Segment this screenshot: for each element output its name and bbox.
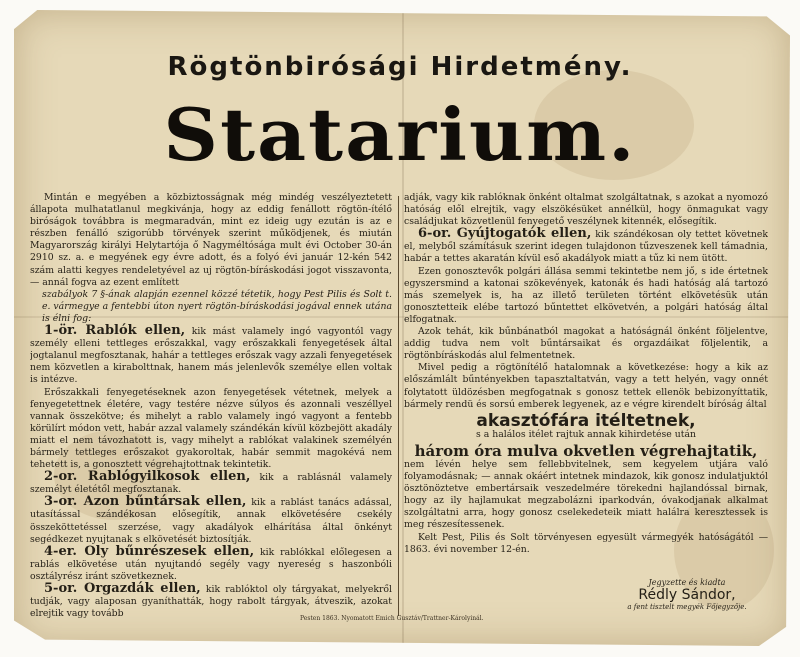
execution-lead: s a halálos itélet rajtuk annak kihirdetése után: [476, 428, 696, 440]
signature-block: [612, 578, 762, 611]
item-2-heading: 2-or. Rablógyilkosok ellen,: [44, 469, 251, 485]
left-column: [30, 192, 392, 632]
item-1-text: kik mást valamely ingó vagyontól vagy személy elleni tettleges erőszakkal, vagy erőszakkali fenyegetések által jogtalanul megfosztanak, hahár a tettleges erőszak vagy azzali fenyegetések nem közvetlen a kirabolttnak, hanem más jelenlevők személye ellen voltak is intézve.: [30, 326, 392, 386]
column-divider: [398, 196, 399, 616]
item-3-text: kik a rablást tanács adással, utasítással szándékosan elősegítik, annak elkövetésére csekély összeköttetéssel szerzése, vagy akadályok elhárítása által önkényt segédkezet nyujtanak s elkövetését biztosítják.: [30, 497, 392, 545]
exemption-paragraph: Azok tehát, kik bűnbánatból magokat a hatóságnál önként följelentve, addig tudva nem volt bűntársaikat és orgazdáikat följelentik, a rögtönbíráskodás alul felmentetnek.: [404, 326, 768, 362]
item-6-text: kik szándékosan oly tettet követnek el, melyből számításuk szerint idegen tulajdonon tűzveszenek kell támadnia, habár a tettes akaratán kívül eső akadályok miatt a tűz ki nem ütött.: [404, 229, 768, 265]
statarium-heading: Statarium.: [163, 92, 637, 177]
item-4-heading: 4-er. Oly bűnrészesek ellen,: [44, 543, 255, 559]
sentence-paragraph: Mivel pedig a rögtönítélő hatalomnak a következése: hogy a kik az előszámlált bűntényekben tapasztaltatván, vagy a tett helyén, vagy onnét folytatott üldözésben megfogatnak s gonosz tettek ellenök bebizonyíttatik, bármely rendü és sorsú emberek legyenek, az e végre kirendelt bíróság által: [404, 362, 768, 410]
item-1-note: Erőszakkali fenyegetéseknek azon fenyegetések vétetnek, melyek a fenyegetettnek életére, vagy testére nézve súlyos és azonnali veszéllyel vannak összekötve; és mihelyt a rablo valamely ingó vagyont a fentebb körülírt módon vett, habár azzal valamely szándékán kívül közbejött akadály miatt el nem távozhatott is, vagy mihelyt a rablókat valakinek személyén bármely tettleges erőszakot gyakoroltak, habár semmit magokévá nem tehetett is, a gonosztett végrehajtottnak tekintetik.: [30, 386, 392, 471]
status-paragraph: Ezen gonosztevők polgári állása semmi tekintetbe nem jő, s ide értetnek egyszersmind a katonai szökevények, katonák és hadi hatóság alá tartozó más szemelyek is, ha az illető területen történt elkövetésük után gonosztetteik elébe tartozó bűntettet elkövetvén, a polgári hatóság által elfogatnak.: [404, 265, 768, 325]
item-1-heading: 1-ör. Rablók ellen,: [44, 323, 186, 339]
signer-role: Jegyzette és kiadta: [648, 578, 726, 587]
item-5-continued: adják, vagy kik rablóknak önként oltalmat szolgáltatnak, s azokat a nyomozó hatóság elől elrejtik, vagy elszökésüket annélkül, hogy önmagukat vagy családjukat közvetlenül fenyegető veszélynek kitennék, elősegítik.: [404, 192, 768, 228]
item-4-text: kik rablókkal előlegesen a rablás elkövetése után nyujtandó segély vagy nyereség s haszonbóli osztályrész iránt szövetkeznek.: [30, 546, 392, 582]
date-line: Kelt Pest, Pilis és Solt törvényesen egyesült vármegyék hatóságától — 1863. évi november 12-én.: [404, 531, 768, 555]
warning-paragraph: nem lévén helye sem fellebbvitelnek, sem kegyelem utjára való folyamodásnak; — annak okáért intetnek mindazok, kik gonosz indulatjuktól ösztönöztetve embertársaik veszedelmére törekedni hajlandóssal birnak, hogy az ily hajlamukat megzabolázni iparkodván, óvakodjanak alkalmat szolgáltatni arra, hogy gonosz cselekedeteik miatt halálra keresztessek is meg részesítessenek.: [404, 458, 768, 531]
signer-name: Rédly Sándor,: [638, 587, 736, 603]
item-5-text: kik rablóktol oly tárgyakat, melyekről tudják, vagy alaposan gyaníthatták, hogy rabolt tárgyak, átveszik, azokat elrejtik vagy tovább: [30, 584, 392, 620]
signer-title: a fent tisztelt megyék Főjegyzője.: [627, 603, 747, 611]
sentence-heading: akasztófára itéltetnek,: [476, 410, 696, 431]
intro-paragraph: Mintán e megyében a közbiztosságnak még mindég veszélyeztetett állapota mulhatatlanul megkivánja, hogy az eddig fenállott rögtön-ítélő biróságok továbbra is megmaradván, mint ez ideig ugy ezután is az e részben fenálló szigorúbb törvények szerint működjenek, és miután Magyarország királyi Helytartója ő Nagyméltósága mult évi October 30-án 2910 sz. a. e megyének egy évre adott, és a folyó évi január 12-kén 542 szám alatti kegyes rendeletyével az uj rögtön-bíráskodási jogot visszavonta, — annál fogva az ezent említett: [30, 192, 392, 288]
execution-heading: három óra mulva okvetlen végrehajtatik,: [414, 441, 758, 460]
printer-imprint: Pesten 1863. Nyomatott Emich Gusztáv/Trattner-Károlyinál.: [300, 615, 484, 622]
right-column: [404, 192, 768, 632]
announcement-paragraph: szabályok 7 §-ának alapján ezennel közzé tétetik, hogy Pest Pilis és Solt t. e. vármegye a fentebbi úton nyert rögtön-bíráskodási jogával ennek utána is élni fog:: [42, 288, 392, 324]
item-2-text: kik a rablásnál valamely személyt életétől megfosztanak.: [30, 472, 392, 496]
item-3-heading: 3-or. Azon bűntársak ellen,: [44, 494, 247, 510]
item-5-heading: 5-or. Orgazdák ellen,: [44, 581, 201, 596]
notice-title: Rögtönbirósági Hirdetmény.: [167, 52, 633, 82]
item-6-heading: 6-or. Gyújtogatók ellen,: [418, 226, 592, 242]
